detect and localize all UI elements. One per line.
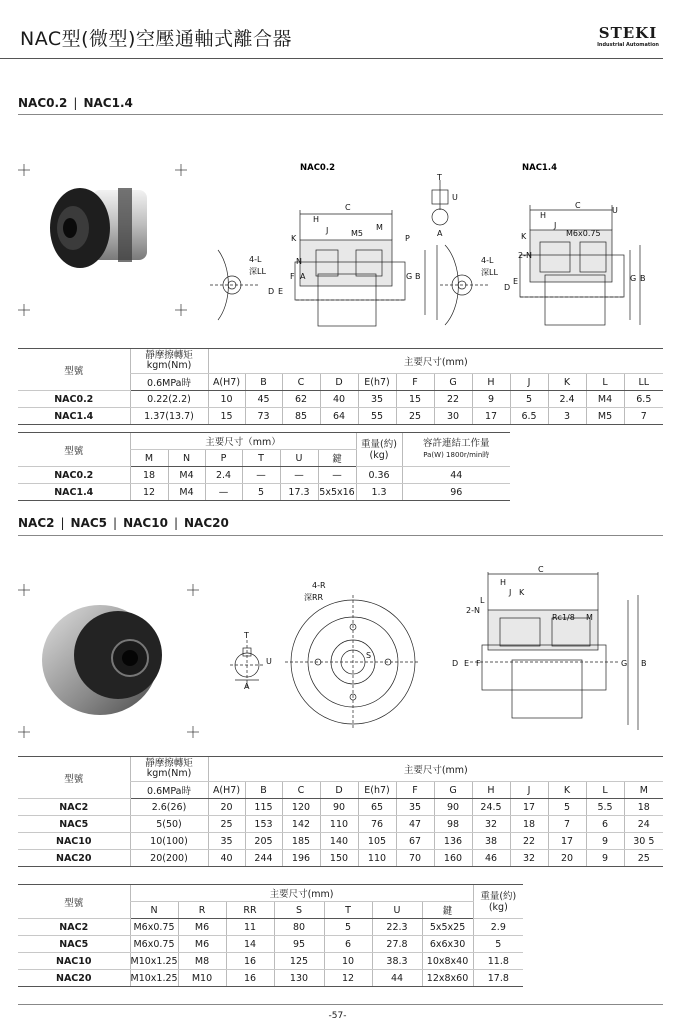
svg-text:4-R: 4-R bbox=[312, 581, 326, 590]
drawing-title-nac02: NAC0.2 bbox=[300, 163, 335, 173]
value-cell: 15 bbox=[208, 408, 245, 425]
value-cell: 17 bbox=[548, 833, 586, 850]
col-header: B bbox=[245, 374, 282, 391]
footer-divider bbox=[18, 1004, 663, 1005]
model-cell: NAC2 bbox=[18, 799, 130, 816]
weight-cell: 5 bbox=[473, 936, 523, 953]
col-header: E(h7) bbox=[358, 782, 396, 799]
value-cell: 16 bbox=[226, 970, 274, 987]
col-header: A(H7) bbox=[208, 782, 245, 799]
spec-table-4 bbox=[18, 884, 523, 987]
drawing-side-view bbox=[470, 572, 638, 730]
svg-text:F: F bbox=[476, 659, 481, 668]
torque-cell: 10(100) bbox=[130, 833, 208, 850]
col-dims: 主要尺寸(mm) bbox=[208, 757, 663, 782]
steki-logo bbox=[593, 22, 663, 52]
value-cell: 90 bbox=[434, 799, 472, 816]
drawing-title-nac14: NAC1.4 bbox=[522, 163, 557, 173]
svg-text:J: J bbox=[554, 221, 557, 230]
value-cell: M6x0.75 bbox=[130, 936, 178, 953]
value-cell: 32 bbox=[472, 816, 510, 833]
value-cell: 27.8 bbox=[372, 936, 422, 953]
value-cell: M4 bbox=[586, 391, 624, 408]
value-cell: 2.4 bbox=[548, 391, 586, 408]
value-cell: 15 bbox=[396, 391, 434, 408]
value-cell: 6.5 bbox=[510, 408, 548, 425]
value-cell: 46 bbox=[472, 850, 510, 867]
svg-text:A: A bbox=[437, 229, 443, 238]
model-cell: NAC20 bbox=[18, 970, 130, 987]
svg-text:C: C bbox=[575, 201, 581, 210]
value-cell: 18 bbox=[510, 816, 548, 833]
value-cell: 5 bbox=[510, 391, 548, 408]
value-cell: 125 bbox=[274, 953, 324, 970]
value-cell: 14 bbox=[226, 936, 274, 953]
col-model: 型號 bbox=[18, 349, 130, 391]
svg-text:H: H bbox=[540, 211, 547, 220]
value-cell: 3 bbox=[548, 408, 586, 425]
value-cell: 65 bbox=[358, 799, 396, 816]
weight-cell: 0.36 bbox=[356, 467, 402, 484]
svg-text:4-L: 4-L bbox=[481, 256, 494, 265]
col-header: 鍵 bbox=[422, 902, 473, 919]
col-header: R bbox=[178, 902, 226, 919]
svg-text:N: N bbox=[296, 257, 302, 266]
page-title: NAC型(微型)空壓通軸式離合器 bbox=[20, 28, 292, 50]
col-header: T bbox=[242, 450, 280, 467]
svg-text:C: C bbox=[538, 565, 544, 574]
col-header: D bbox=[320, 374, 358, 391]
drawing-labels-front bbox=[304, 581, 371, 660]
col-header: J bbox=[510, 374, 548, 391]
header-divider bbox=[0, 58, 663, 59]
col-header: F bbox=[396, 374, 434, 391]
value-cell: M6 bbox=[178, 936, 226, 953]
value-cell: 7 bbox=[548, 816, 586, 833]
table-row bbox=[18, 467, 510, 484]
product-photo-nac2 bbox=[42, 605, 162, 715]
svg-text:S: S bbox=[366, 651, 372, 660]
value-cell: 40 bbox=[320, 391, 358, 408]
value-cell: 150 bbox=[320, 850, 358, 867]
value-cell: 44 bbox=[372, 970, 422, 987]
svg-text:M5: M5 bbox=[351, 229, 363, 238]
svg-text:K: K bbox=[521, 232, 527, 241]
col-dims: 主要尺寸（mm） bbox=[130, 433, 356, 450]
value-cell: 18 bbox=[130, 467, 168, 484]
sub-pressure: 0.6MPa時 bbox=[130, 374, 208, 391]
value-cell: 95 bbox=[274, 936, 324, 953]
col-header: L bbox=[586, 374, 624, 391]
value-cell: M4 bbox=[168, 484, 205, 501]
svg-text:G: G bbox=[406, 272, 413, 281]
svg-text:T: T bbox=[244, 631, 249, 640]
torque-cell: 2.6(26) bbox=[130, 799, 208, 816]
value-cell: 6 bbox=[586, 816, 624, 833]
section2-drawing bbox=[0, 560, 675, 740]
value-cell: 47 bbox=[396, 816, 434, 833]
value-cell: 185 bbox=[282, 833, 320, 850]
col-header: T bbox=[324, 902, 372, 919]
col-work: 容許連結工作量 Pa(W) 1800r/min時 bbox=[402, 433, 510, 467]
spec-table-1 bbox=[18, 348, 663, 425]
value-cell: 20 bbox=[208, 799, 245, 816]
value-cell: 85 bbox=[282, 408, 320, 425]
col-weight: 重量(約) (kg) bbox=[473, 885, 523, 919]
svg-text:E: E bbox=[513, 277, 519, 286]
value-cell: 24 bbox=[624, 816, 663, 833]
col-header: G bbox=[434, 374, 472, 391]
value-cell: 11 bbox=[226, 919, 274, 936]
value-cell: 38 bbox=[472, 833, 510, 850]
drawing-labels-shaft bbox=[243, 631, 272, 691]
value-cell: 10 bbox=[208, 391, 245, 408]
model-cell: NAC1.4 bbox=[18, 408, 130, 425]
model-cell: NAC0.2 bbox=[18, 391, 130, 408]
svg-text:E: E bbox=[464, 659, 470, 668]
value-cell: 32 bbox=[510, 850, 548, 867]
value-cell: 205 bbox=[245, 833, 282, 850]
value-cell: 18 bbox=[624, 799, 663, 816]
table-row bbox=[18, 953, 523, 970]
col-header: 鍵 bbox=[318, 450, 356, 467]
svg-text:D: D bbox=[452, 659, 459, 668]
value-cell: M6 bbox=[178, 919, 226, 936]
value-cell: M8 bbox=[178, 953, 226, 970]
col-header: C bbox=[282, 374, 320, 391]
torque-cell: 0.22(2.2) bbox=[130, 391, 208, 408]
col-header: F bbox=[396, 782, 434, 799]
value-cell: 25 bbox=[624, 850, 663, 867]
svg-text:J: J bbox=[326, 226, 329, 235]
svg-text:4-L: 4-L bbox=[249, 255, 262, 264]
model-cell: NAC1.4 bbox=[18, 484, 130, 501]
value-cell: 9 bbox=[586, 850, 624, 867]
value-cell: 98 bbox=[434, 816, 472, 833]
svg-text:K: K bbox=[519, 588, 525, 597]
svg-text:A: A bbox=[244, 682, 250, 691]
svg-text:C: C bbox=[345, 203, 351, 212]
svg-text:P: P bbox=[405, 234, 410, 243]
value-cell: 9 bbox=[586, 833, 624, 850]
value-cell: 160 bbox=[434, 850, 472, 867]
model-cell: NAC10 bbox=[18, 953, 130, 970]
col-header: A(H7) bbox=[208, 374, 245, 391]
col-header: M bbox=[130, 450, 168, 467]
value-cell: 120 bbox=[282, 799, 320, 816]
model-cell: NAC0.2 bbox=[18, 467, 130, 484]
value-cell: 67 bbox=[396, 833, 434, 850]
svg-text:U: U bbox=[452, 193, 458, 202]
value-cell: 45 bbox=[245, 391, 282, 408]
value-cell: 16 bbox=[226, 953, 274, 970]
weight-cell: 2.9 bbox=[473, 919, 523, 936]
value-cell: 136 bbox=[434, 833, 472, 850]
svg-text:深LL: 深LL bbox=[249, 267, 266, 276]
value-cell: M10x1.25 bbox=[130, 970, 178, 987]
col-header: U bbox=[280, 450, 318, 467]
col-torque: 靜摩擦轉矩 kgm(Nm) bbox=[130, 757, 208, 782]
value-cell: 5.5 bbox=[586, 799, 624, 816]
table-row bbox=[18, 816, 663, 833]
value-cell: 5x5x16 bbox=[318, 484, 356, 501]
col-header: G bbox=[434, 782, 472, 799]
spec-table-2 bbox=[18, 432, 510, 501]
work-cell: 96 bbox=[402, 484, 510, 501]
value-cell: M10x1.25 bbox=[130, 953, 178, 970]
col-header: D bbox=[320, 782, 358, 799]
product-photo-nac02 bbox=[50, 188, 147, 268]
value-cell: 142 bbox=[282, 816, 320, 833]
value-cell: 2.4 bbox=[205, 467, 242, 484]
value-cell: 9 bbox=[472, 391, 510, 408]
page-number: -57- bbox=[328, 1011, 347, 1021]
sub-pressure: 0.6MPa時 bbox=[130, 782, 208, 799]
model-cell: NAC5 bbox=[18, 936, 130, 953]
col-header: LL bbox=[624, 374, 663, 391]
svg-text:M6x0.75: M6x0.75 bbox=[566, 229, 601, 238]
value-cell: 25 bbox=[208, 816, 245, 833]
value-cell: 196 bbox=[282, 850, 320, 867]
value-cell: 55 bbox=[358, 408, 396, 425]
section2-heading: NAC2 | NAC5 | NAC10 | NAC20 bbox=[18, 516, 229, 530]
table-row bbox=[18, 970, 523, 987]
value-cell: 80 bbox=[274, 919, 324, 936]
table-row bbox=[18, 391, 663, 408]
col-header: B bbox=[245, 782, 282, 799]
value-cell: 12 bbox=[324, 970, 372, 987]
svg-text:G: G bbox=[630, 274, 637, 283]
col-model: 型號 bbox=[18, 433, 130, 467]
value-cell: 7 bbox=[624, 408, 663, 425]
svg-text:L: L bbox=[480, 596, 485, 605]
value-cell: 22 bbox=[510, 833, 548, 850]
col-torque: 靜摩擦轉矩 kgm(Nm) bbox=[130, 349, 208, 374]
value-cell: 12 bbox=[130, 484, 168, 501]
svg-text:H: H bbox=[313, 215, 320, 224]
col-header: K bbox=[548, 374, 586, 391]
value-cell: 20 bbox=[548, 850, 586, 867]
col-header: N bbox=[168, 450, 205, 467]
value-cell: 40 bbox=[208, 850, 245, 867]
value-cell: 110 bbox=[320, 816, 358, 833]
col-header: U bbox=[372, 902, 422, 919]
svg-text:J: J bbox=[509, 588, 512, 597]
section1-heading: NAC0.2 | NAC1.4 bbox=[18, 96, 133, 110]
svg-text:D: D bbox=[268, 287, 275, 296]
svg-text:Rc1/8: Rc1/8 bbox=[552, 613, 575, 622]
table-row bbox=[18, 799, 663, 816]
value-cell: 24.5 bbox=[472, 799, 510, 816]
value-cell: — bbox=[318, 467, 356, 484]
svg-text:U: U bbox=[266, 657, 272, 666]
model-cell: NAC20 bbox=[18, 850, 130, 867]
logo-word: STEKI bbox=[598, 24, 658, 42]
value-cell: 6x6x30 bbox=[422, 936, 473, 953]
value-cell: 5 bbox=[324, 919, 372, 936]
svg-text:G: G bbox=[621, 659, 628, 668]
col-header: E(h7) bbox=[358, 374, 396, 391]
drawing-nac02 bbox=[210, 180, 448, 326]
value-cell: 140 bbox=[320, 833, 358, 850]
col-header: RR bbox=[226, 902, 274, 919]
value-cell: M10 bbox=[178, 970, 226, 987]
value-cell: 105 bbox=[358, 833, 396, 850]
col-header: J bbox=[510, 782, 548, 799]
value-cell: 35 bbox=[396, 799, 434, 816]
value-cell: 110 bbox=[358, 850, 396, 867]
value-cell: 22 bbox=[434, 391, 472, 408]
value-cell: 17.3 bbox=[280, 484, 318, 501]
model-cell: NAC10 bbox=[18, 833, 130, 850]
weight-cell: 1.3 bbox=[356, 484, 402, 501]
logo-subtitle: Industrial Automation bbox=[597, 42, 659, 48]
col-model: 型號 bbox=[18, 757, 130, 799]
svg-text:A: A bbox=[300, 272, 306, 281]
value-cell: 35 bbox=[208, 833, 245, 850]
value-cell: 5 bbox=[242, 484, 280, 501]
value-cell: 10x8x40 bbox=[422, 953, 473, 970]
svg-text:F: F bbox=[290, 272, 295, 281]
value-cell: 6 bbox=[324, 936, 372, 953]
value-cell: 70 bbox=[396, 850, 434, 867]
value-cell: 10 bbox=[324, 953, 372, 970]
value-cell: 30 bbox=[434, 408, 472, 425]
table-row bbox=[18, 408, 663, 425]
col-header: H bbox=[472, 782, 510, 799]
svg-text:B: B bbox=[640, 274, 646, 283]
col-model: 型號 bbox=[18, 885, 130, 919]
value-cell: 130 bbox=[274, 970, 324, 987]
value-cell: M4 bbox=[168, 467, 205, 484]
table-row bbox=[18, 919, 523, 936]
svg-text:深RR: 深RR bbox=[304, 593, 324, 602]
value-cell: 76 bbox=[358, 816, 396, 833]
table-row bbox=[18, 833, 663, 850]
col-header: L bbox=[586, 782, 624, 799]
value-cell: 25 bbox=[396, 408, 434, 425]
value-cell: — bbox=[280, 467, 318, 484]
value-cell: 12x8x60 bbox=[422, 970, 473, 987]
value-cell: 6.5 bbox=[624, 391, 663, 408]
col-dims: 主要尺寸(mm) bbox=[130, 885, 473, 902]
svg-text:M: M bbox=[586, 613, 593, 622]
value-cell: M5 bbox=[586, 408, 624, 425]
svg-text:E: E bbox=[278, 287, 284, 296]
svg-text:B: B bbox=[641, 659, 647, 668]
weight-cell: 17.8 bbox=[473, 970, 523, 987]
value-cell: 64 bbox=[320, 408, 358, 425]
work-cell: 44 bbox=[402, 467, 510, 484]
table-row bbox=[18, 484, 510, 501]
torque-cell: 20(200) bbox=[130, 850, 208, 867]
torque-cell: 5(50) bbox=[130, 816, 208, 833]
svg-text:H: H bbox=[500, 578, 507, 587]
value-cell: 90 bbox=[320, 799, 358, 816]
section1-drawing bbox=[0, 150, 675, 340]
svg-text:U: U bbox=[612, 206, 618, 215]
svg-text:2-N: 2-N bbox=[466, 606, 480, 615]
value-cell: 5 bbox=[548, 799, 586, 816]
svg-text:T: T bbox=[437, 173, 442, 182]
svg-text:2-N: 2-N bbox=[518, 251, 532, 260]
col-header: M bbox=[624, 782, 663, 799]
model-cell: NAC5 bbox=[18, 816, 130, 833]
value-cell: 30 5 bbox=[624, 833, 663, 850]
svg-text:B: B bbox=[415, 272, 421, 281]
value-cell: 5x5x25 bbox=[422, 919, 473, 936]
section1-divider bbox=[18, 114, 663, 115]
svg-text:深LL: 深LL bbox=[481, 268, 498, 277]
col-header: C bbox=[282, 782, 320, 799]
svg-text:M: M bbox=[376, 223, 383, 232]
table-row bbox=[18, 936, 523, 953]
table-row bbox=[18, 850, 663, 867]
section2-divider bbox=[18, 535, 663, 536]
value-cell: 244 bbox=[245, 850, 282, 867]
value-cell: — bbox=[205, 484, 242, 501]
value-cell: 35 bbox=[358, 391, 396, 408]
col-header: H bbox=[472, 374, 510, 391]
svg-text:K: K bbox=[291, 234, 297, 243]
value-cell: 38.3 bbox=[372, 953, 422, 970]
value-cell: 22.3 bbox=[372, 919, 422, 936]
value-cell: 73 bbox=[245, 408, 282, 425]
model-cell: NAC2 bbox=[18, 919, 130, 936]
col-header: N bbox=[130, 902, 178, 919]
col-header: K bbox=[548, 782, 586, 799]
svg-text:D: D bbox=[504, 283, 511, 292]
col-header: P bbox=[205, 450, 242, 467]
value-cell: 17 bbox=[472, 408, 510, 425]
col-header: S bbox=[274, 902, 324, 919]
drawing-front-view bbox=[285, 595, 420, 730]
col-weight: 重量(約) (kg) bbox=[356, 433, 402, 467]
value-cell: — bbox=[242, 467, 280, 484]
col-dims: 主要尺寸(mm) bbox=[208, 349, 663, 374]
drawing-nac14 bbox=[440, 205, 640, 325]
weight-cell: 11.8 bbox=[473, 953, 523, 970]
value-cell: M6x0.75 bbox=[130, 919, 178, 936]
value-cell: 153 bbox=[245, 816, 282, 833]
torque-cell: 1.37(13.7) bbox=[130, 408, 208, 425]
value-cell: 62 bbox=[282, 391, 320, 408]
spec-table-3 bbox=[18, 756, 663, 867]
value-cell: 115 bbox=[245, 799, 282, 816]
value-cell: 17 bbox=[510, 799, 548, 816]
